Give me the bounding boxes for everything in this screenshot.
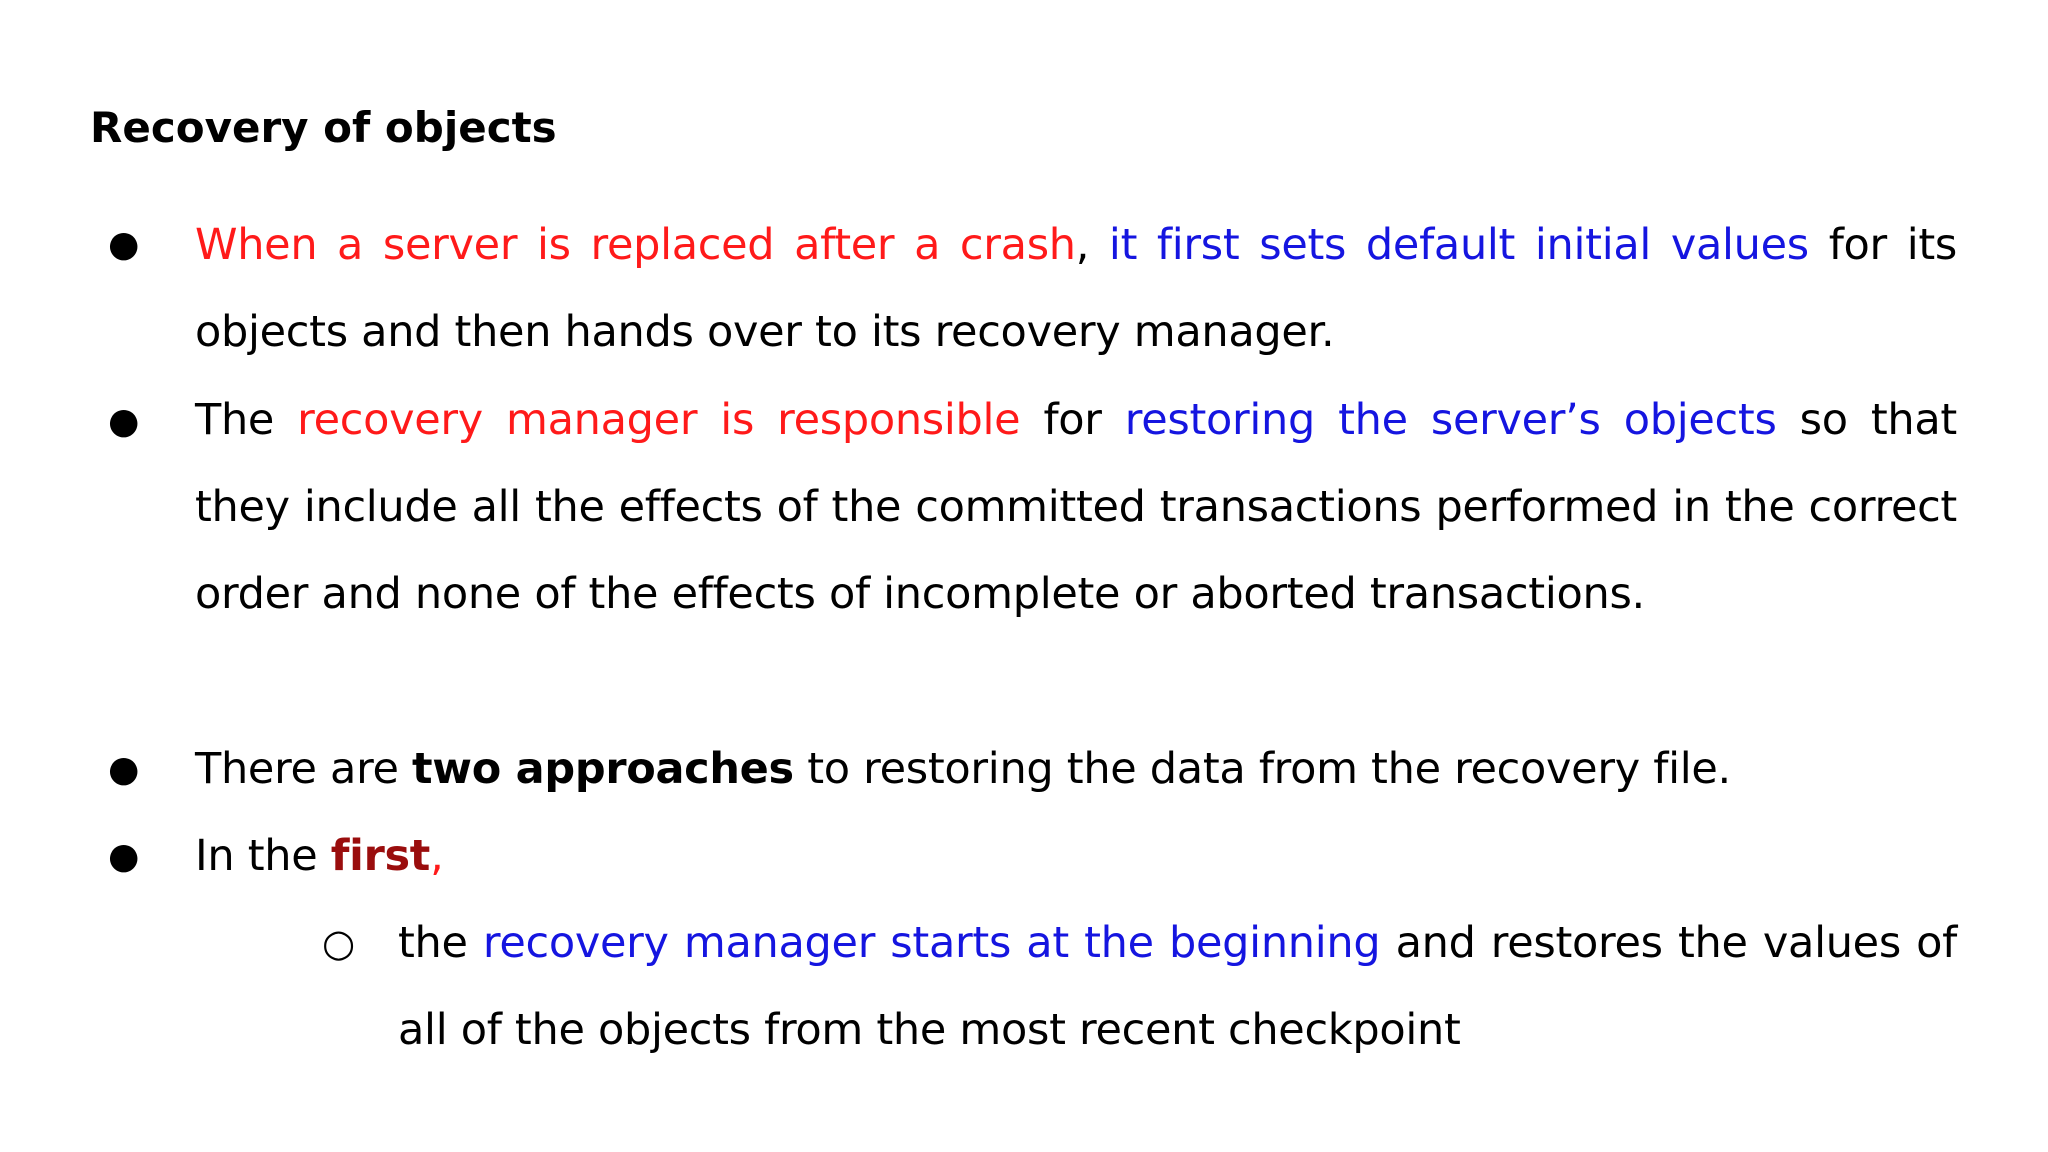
bullet-marker: ● <box>108 224 140 265</box>
bullet-2-red-text: recovery manager is responsible <box>297 395 1021 445</box>
sub-bullet-1-blue-text: recovery manager starts at the beginning <box>482 918 1381 968</box>
bullet-marker: ● <box>108 401 140 442</box>
bullet-4-comma: , <box>430 831 444 881</box>
sub-bullet-1-text-start: the <box>398 918 468 968</box>
bullet-2-text <box>195 377 1957 638</box>
bullet-marker: ● <box>108 836 140 877</box>
bullet-4-text <box>195 813 1957 900</box>
bullet-marker: ● <box>108 749 140 790</box>
bullet-3-rest-text: to restoring the data from the recovery file. <box>807 744 1731 794</box>
bullet-1-comma: , <box>1075 220 1090 270</box>
sub-bullet-1-text <box>398 900 1957 1074</box>
bullet-4-text-start: In the <box>195 831 318 881</box>
bullet-1-rest-text: for its objects and then hands over to its recovery manager. <box>195 220 1958 357</box>
bullet-4-highlight-text: first <box>330 831 431 881</box>
bullet-2-text-start: The <box>195 395 275 445</box>
bullet-2-rest-text: so that they include all the effects of the committed transactions performed in the correct order and none of the effects of incomplete or aborted transactions. <box>195 395 1957 619</box>
bullet-1-blue-text: it first sets default initial values <box>1108 220 1809 270</box>
bullet-1-text <box>195 202 1957 376</box>
slide-title: Recovery of objects <box>90 103 557 152</box>
bullet-2-text-mid: for <box>1043 395 1102 445</box>
bullet-1-red-text: When a server is replaced after a crash <box>195 220 1076 270</box>
sub-bullet-1-rest-text: and restores the values of all of the objects from the most recent checkpoint <box>398 918 1957 1055</box>
bullet-3-bold-text: two approaches <box>412 744 794 794</box>
bullet-2-blue-text: restoring the server’s objects <box>1124 395 1777 445</box>
bullet-3-text-start: There are <box>195 744 399 794</box>
bullet-3-text <box>195 726 1957 813</box>
sub-bullet-marker: ○ <box>322 921 356 965</box>
